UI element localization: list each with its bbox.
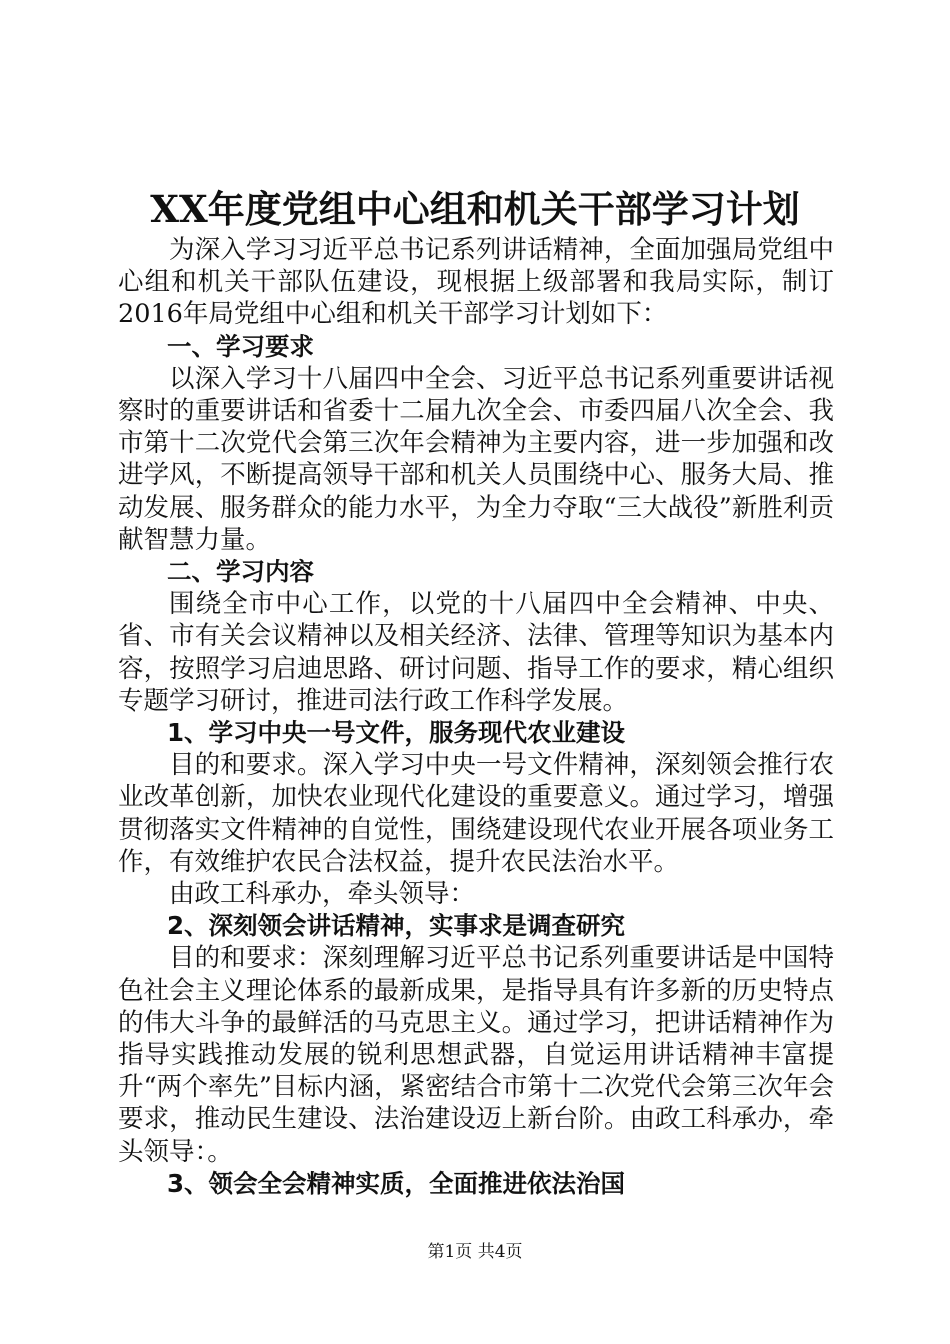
subsection-heading: 3、领会全会精神实质，全面推进依法治国 bbox=[167, 1168, 626, 1198]
body-paragraph: 由政工科承办，牵头领导： bbox=[169, 879, 476, 910]
body-paragraph: 目的和要求。深入学习中央一号文件精神，深刻领会推行农业改革创新，加快农业现代化建设的重要意义。通过学习，增强贯彻落实文件精神的自觉性，围绕建设现代农业开展各项业务工作，有效维护农民合法权益，提升农民法治水平。 bbox=[118, 750, 834, 877]
intro-paragraph: 为深入学习习近平总书记系列讲话精神，全面加强局党组中心组和机关干部队伍建设，现根据上级部署和我局实际，制订2016年局党组中心组和机关干部学习计划如下： bbox=[118, 235, 834, 330]
body-paragraph: 以深入学习十八届四中全会、习近平总书记系列重要讲话视察时的重要讲话和省委十二届九次全会、市委四届八次全会、我市第十二次党代会第三次年会精神为主要内容，进一步加强和改进学风，不断提高领导干部和机关人员围绕中心、服务大局、推动发展、服务群众的能力水平，为全力夺取“三大战役”新胜利贡献智慧力量。 bbox=[118, 363, 834, 555]
section-heading: 二、学习内容 bbox=[167, 557, 314, 587]
page-footer: 第1页 共4页 bbox=[427, 1242, 523, 1262]
body-paragraph: 目的和要求：深刻理解习近平总书记系列重要讲话是中国特色社会主义理论体系的最新成果，是指导具有许多新的历史特点的伟大斗争的最鲜活的马克思主义。通过学习，把讲话精神作为指导实践推动发展的锐利思想武器，自觉运用讲话精神丰富提升“两个率先”目标内涵，紧密结合市第十二次党代会第三次年会要求，推动民生建设、法治建设迈上新台阶。由政工科承办，牵头领导：。 bbox=[118, 943, 834, 1167]
subsection-heading: 1、学习中央一号文件，服务现代农业建设 bbox=[167, 718, 626, 748]
document-body bbox=[118, 234, 834, 1200]
subsection-heading: 2、深刻领会讲话精神，实事求是调查研究 bbox=[167, 911, 626, 941]
body-paragraph: 围绕全市中心工作，以党的十八届四中全会精神、中央、省、市有关会议精神以及相关经济、法律、管理等知识为基本内容，按照学习启迪思路、研讨问题、指导工作的要求，精心组织专题学习研讨，推进司法行政工作科学发展。 bbox=[118, 589, 834, 716]
section-heading: 一、学习要求 bbox=[167, 331, 314, 361]
document-title: XX年度党组中心组和机关干部学习计划 bbox=[150, 187, 800, 231]
